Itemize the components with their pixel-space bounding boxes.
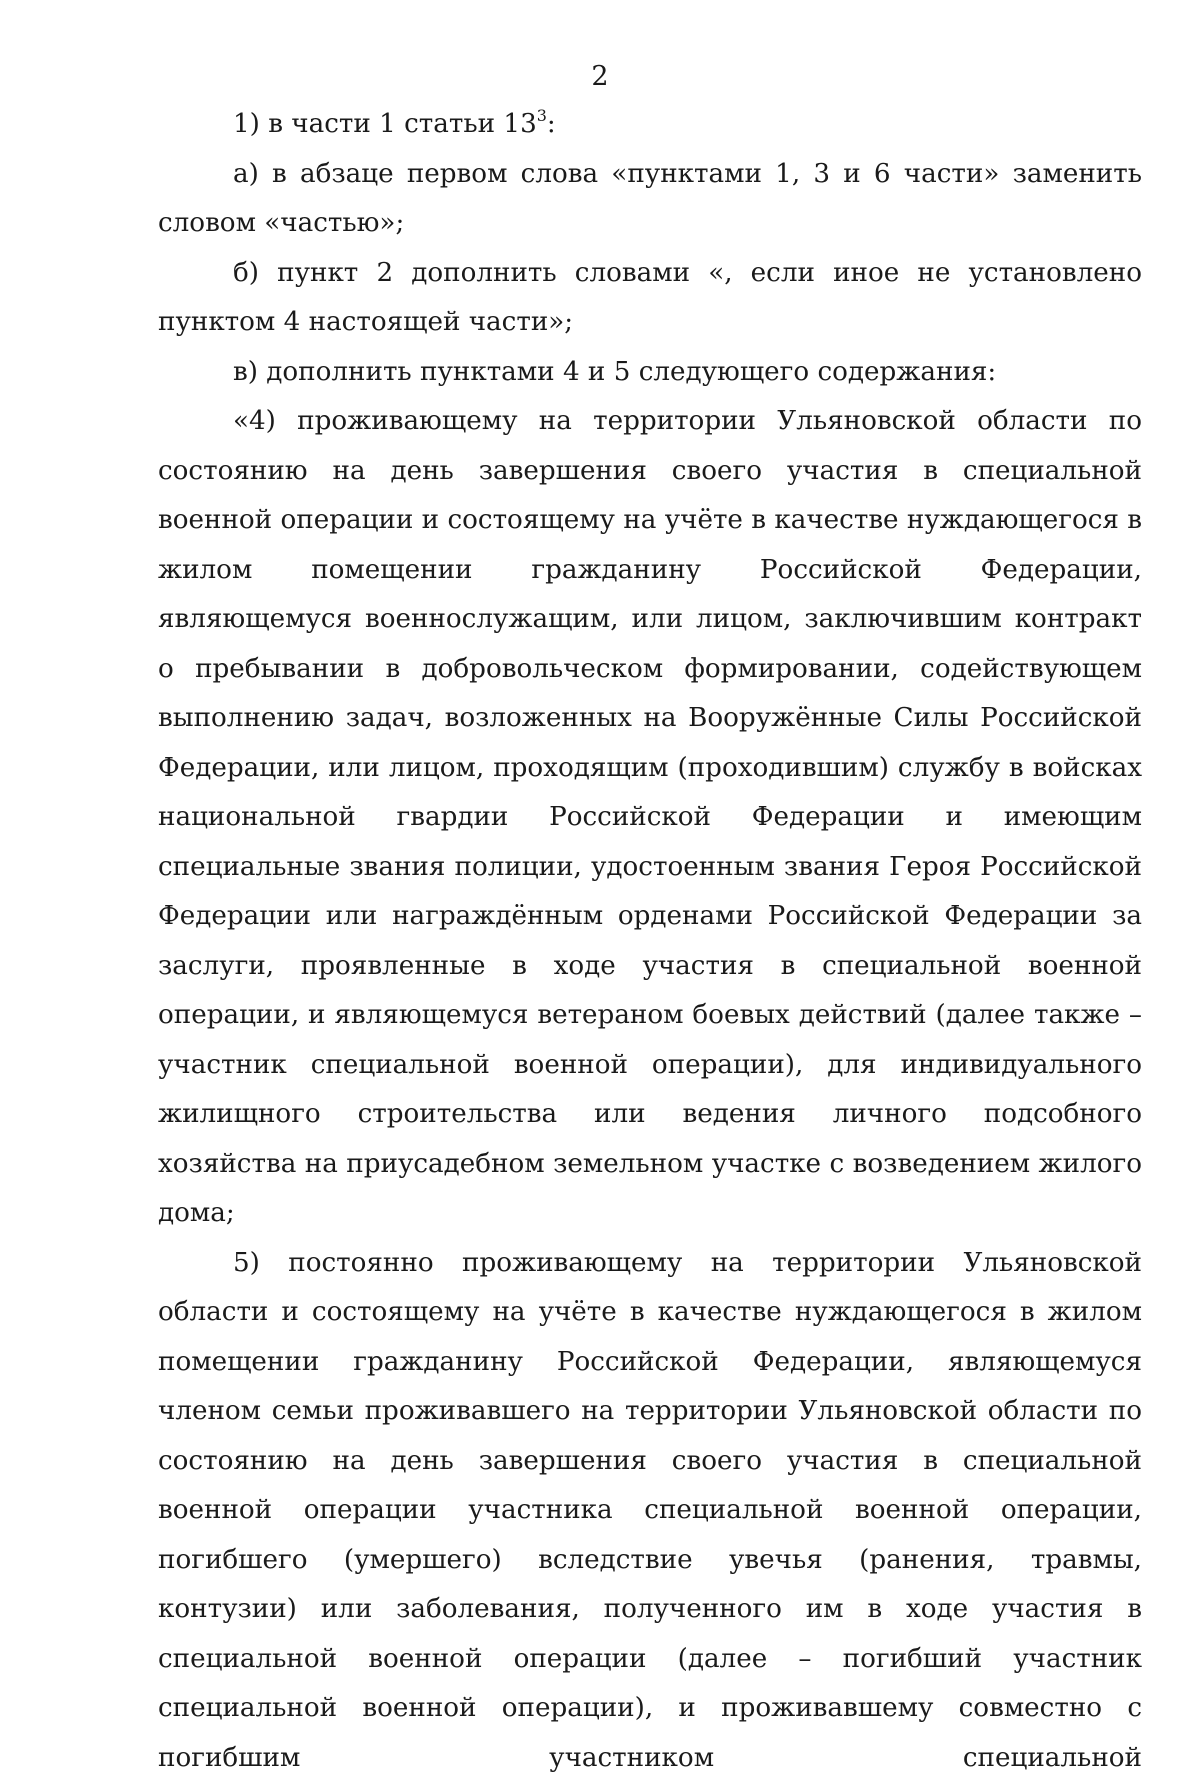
paragraph-subitem-b: б) пункт 2 дополнить словами «, если иное не установлено пунктом 4 настоящей части»; (158, 249, 1142, 348)
paragraph-amendment-1-colon: : (547, 109, 556, 139)
article-superscript: 3 (537, 106, 547, 125)
paragraph-point-4: «4) проживающему на территории Ульяновской области по состоянию на день завершения своего участия в специальной военной операции и состоящему на учёте в качестве нуждающегося в жилом помещении гражданину Российской Федерации, являющемуся военнослужащим, или лицом, заключившим контракт о пребывании в добровольческом формировании, содействующем выполнению задач, возложенных на Вооружённые Силы Российской Федерации, или лицом, проходящим (проходившим) службу в войсках национальной гвардии Российской Федерации и имеющим специальные звания полиции, удостоенным звания Героя Российской Федерации или награждённым орденами Российской Федерации за заслуги, проявленные в ходе участия в специальной военной операции, и являющемуся ветераном боевых действий (далее также – участник специальной военной операции), для индивидуального жилищного строительства или ведения личного подсобного хозяйства на приусадебном земельном участке с возведением жилого дома; (158, 397, 1142, 1239)
paragraph-amendment-1-text: 1) в части 1 статьи 13 (233, 109, 537, 139)
paragraph-subitem-a: а) в абзаце первом слова «пунктами 1, 3 и 6 части» заменить словом «частью»; (158, 150, 1142, 249)
paragraph-point-5: 5) постоянно проживающему на территории Ульяновской области и состоящему на учёте в качестве нуждающегося в жилом помещении гражданину Российской Федерации, являющемуся членом семьи проживавшего на территории Ульяновской области по состоянию на день завершения своего участия в специальной военной операции участника специальной военной операции, погибшего (умершего) вследствие увечья (ранения, травмы, контузии) или заболевания, полученного им в ходе участия в специальной военной операции (далее – погибший участник специальной военной операции), и проживавшему совместно с погибшим участником специальной (158, 1239, 1142, 1783)
page-number: 2 (0, 62, 1200, 92)
document-body (158, 100, 1142, 1783)
paragraph-subitem-v: в) дополнить пунктами 4 и 5 следующего содержания: (158, 348, 1142, 398)
paragraph-amendment-1 (158, 100, 1142, 150)
